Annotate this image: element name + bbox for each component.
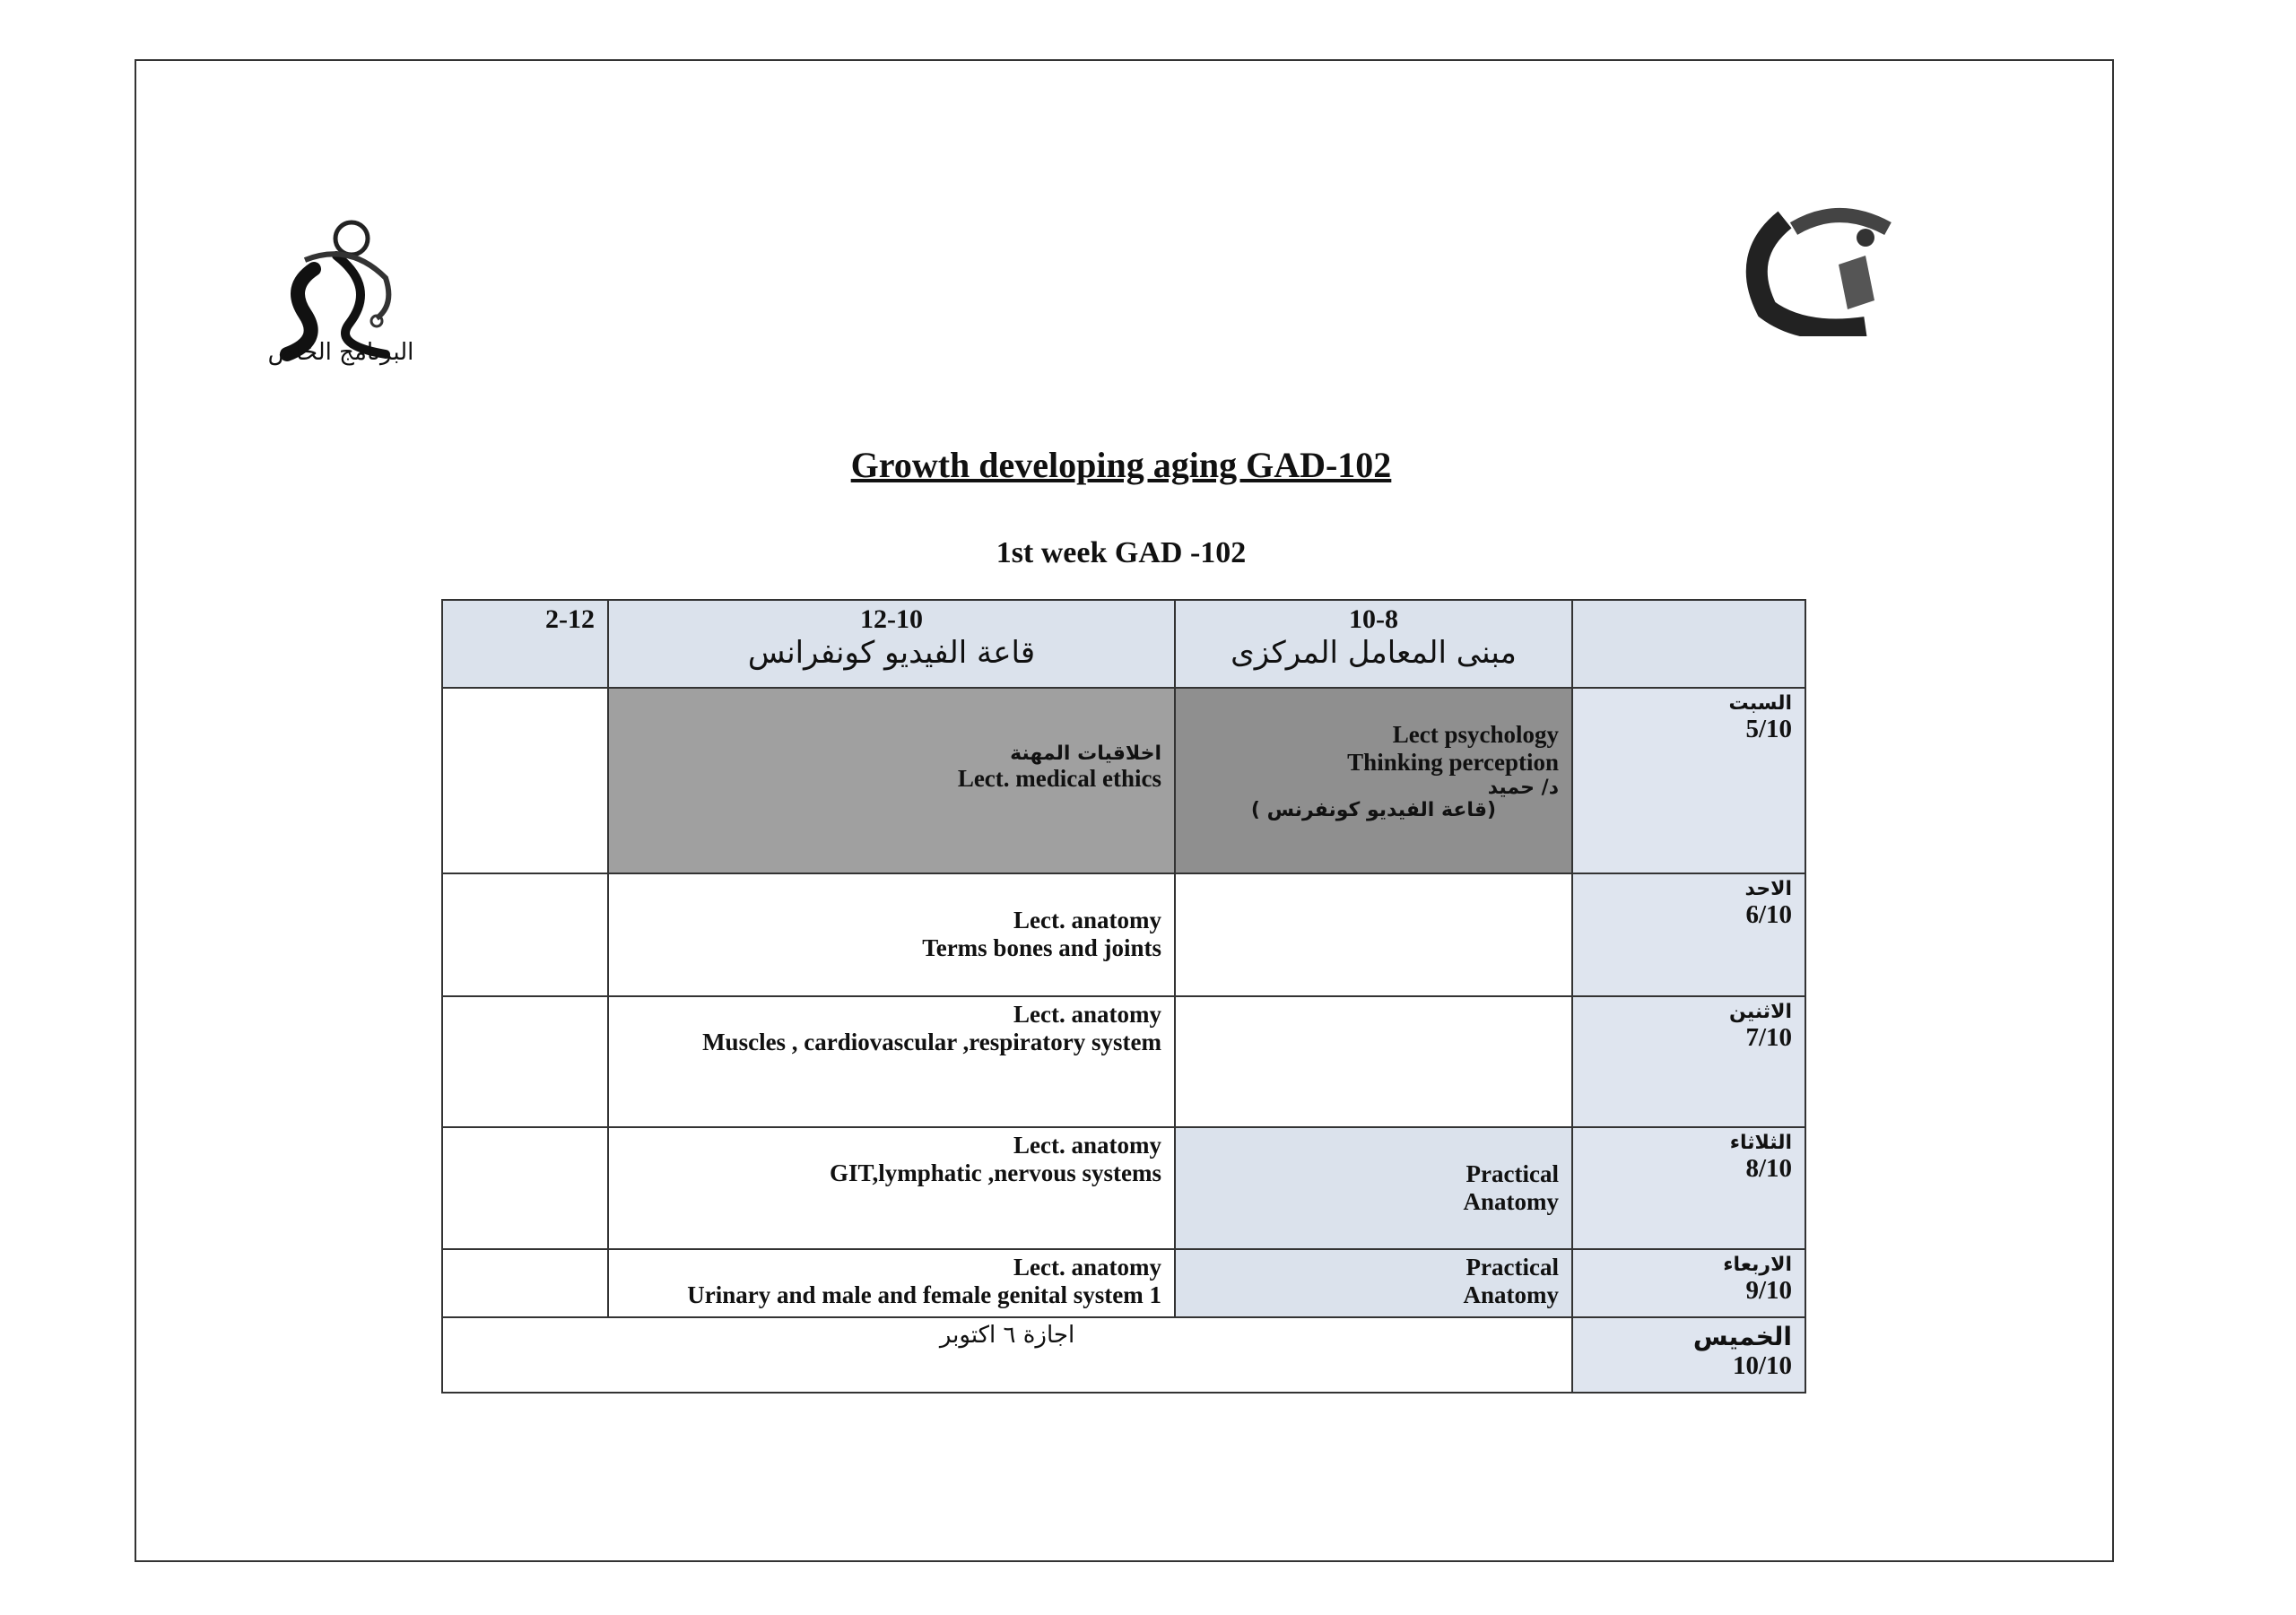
row-3-slot3: [442, 996, 608, 1127]
row-2-slot1: [1175, 873, 1572, 996]
row-4-slot3: [442, 1127, 608, 1249]
row-3-slot1: [1175, 996, 1572, 1127]
header-cell-day: [1572, 600, 1805, 688]
header-cell-slot2: 12-10 قاعة الفيديو كونفرانس: [608, 600, 1175, 688]
row-4-slot1: Practical Anatomy: [1175, 1127, 1572, 1249]
table-header-row: [442, 600, 1805, 688]
row-2-slot2: Lect. anatomy Terms bones and joints: [608, 873, 1175, 996]
row-3-day: الاثنين 7/10: [1572, 996, 1805, 1127]
row-1-slot1: Lect psychology Thinking perception د/ حميد (قاعة الفيديو كونفرنس ): [1175, 688, 1572, 873]
table-row: [442, 1249, 1805, 1317]
table-row: [442, 996, 1805, 1127]
row-5-slot1: Practical Anatomy: [1175, 1249, 1572, 1317]
table-row: [442, 873, 1805, 996]
row-6-day: الخميس 10/10: [1572, 1317, 1805, 1393]
holiday-cell: اجازة ٦ اكتوبر: [442, 1317, 1572, 1393]
header-cell-slot1: 10-8 مبنى المعامل المركزى: [1175, 600, 1572, 688]
row-4-slot2: Lect. anatomy GIT,lymphatic ,nervous systems: [608, 1127, 1175, 1249]
weekly-schedule-table: [441, 599, 1806, 1394]
row-5-slot2: Lect. anatomy Urinary and male and female genital system 1: [608, 1249, 1175, 1317]
document-subtitle: 1st week GAD -102: [996, 536, 1247, 569]
table-row: [442, 1127, 1805, 1249]
table-row: [442, 688, 1805, 873]
left-logo-caption: البرنامج الخاص: [267, 339, 414, 366]
row-1-slot3: [442, 688, 608, 873]
document-title: Growth developing aging GAD-102: [850, 445, 1392, 485]
header-cell-slot3: 2-12: [442, 600, 608, 688]
row-2-day: الاحد 6/10: [1572, 873, 1805, 996]
row-1-day: السبت 5/10: [1572, 688, 1805, 873]
row-1-slot2: اخلاقيات المهنة Lect. medical ethics: [608, 688, 1175, 873]
row-3-slot2: Lect. anatomy Muscles , cardiovascular ,respiratory system: [608, 996, 1175, 1127]
row-5-day: الاربعاء 9/10: [1572, 1249, 1805, 1317]
row-5-slot3: [442, 1249, 608, 1317]
table-row: [442, 1317, 1805, 1393]
row-4-day: الثلاثاء 8/10: [1572, 1127, 1805, 1249]
faculty-of-medicine-logo: [1731, 202, 1919, 336]
row-2-slot3: [442, 873, 608, 996]
